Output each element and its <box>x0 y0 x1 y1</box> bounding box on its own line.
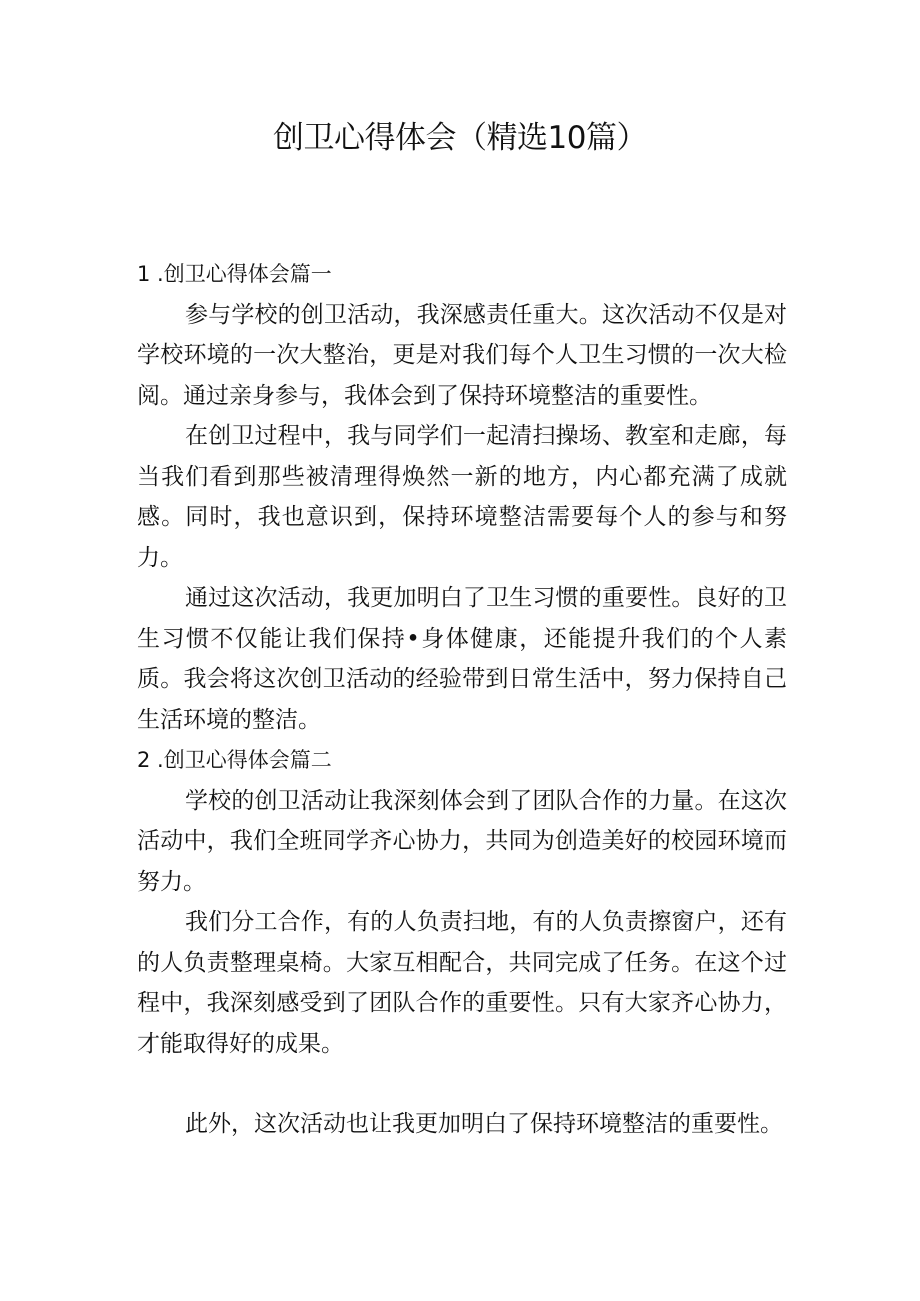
section-1-paragraph-3: 通过这次活动，我更加明白了卫生习惯的重要性。良好的卫生习惯不仅能让我们保持•身体健康，还能提升我们的个人素质。我会将这次创卫活动的经验带到日常生活中，努力保持自己生活环境的整洁。 <box>137 585 787 733</box>
section-1-heading: 1 .创卫心得体会篇一 <box>137 262 332 286</box>
section-1-paragraph-2: 在创卫过程中，我与同学们一起清扫操场、教室和走廊，每当我们看到那些被清理得焕然一新的地方，内心都充满了成就感。同时，我也意识到，保持环境整洁需要每个人的参与和努力。 <box>137 423 787 571</box>
section-2-heading: 2 .创卫心得体会篇二 <box>137 748 332 772</box>
paragraph-spacer <box>137 1064 787 1104</box>
document-title: 创卫心得体会（精选10篇） <box>273 120 647 156</box>
section-2-paragraph-2: 我们分工合作，有的人负责扫地，有的人负责擦窗户，还有的人负责整理桌椅。大家互相配合，共同完成了任务。在这个过程中，我深刻感受到了团队合作的重要性。只有大家齐心协力，才能取得好的成果。 <box>137 909 787 1057</box>
section-2-paragraph-1: 学校的创卫活动让我深刻体会到了团队合作的力量。在这次活动中，我们全班同学齐心协力，共同为创造美好的校园环境而努力。 <box>137 787 787 895</box>
document-body <box>137 254 787 1145</box>
section-1-paragraph-1: 参与学校的创卫活动，我深感责任重大。这次活动不仅是对学校环境的一次大整治，更是对我们每个人卫生习惯的一次大检阅。通过亲身参与，我体会到了保持环境整洁的重要性。 <box>137 301 787 409</box>
section-2-paragraph-3: 此外，这次活动也让我更加明白了保持环境整洁的重要性。 <box>185 1111 783 1137</box>
